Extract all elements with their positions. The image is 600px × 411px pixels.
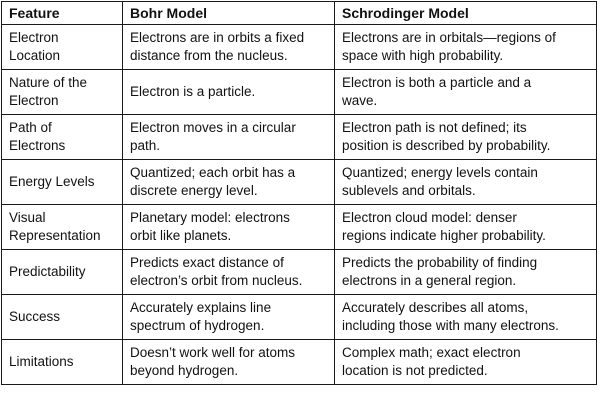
- bohr-cell: Electron is a particle.: [123, 70, 335, 115]
- table-row: [2, 70, 597, 115]
- bohr-cell: Electron moves in a circular path.: [123, 115, 335, 160]
- feature-cell: Limitations: [2, 340, 123, 385]
- schrodinger-cell: Complex math; exact electron location is not predicted.: [335, 340, 597, 385]
- feature-cell: Electron Location: [2, 25, 123, 70]
- table-row: [2, 115, 597, 160]
- feature-cell: Predictability: [2, 250, 123, 295]
- bohr-cell: Planetary model: electrons orbit like planets.: [123, 205, 335, 250]
- header-row: [2, 2, 597, 25]
- header-feature: Feature: [2, 2, 123, 25]
- bohr-cell: Electrons are in orbits a fixed distance from the nucleus.: [123, 25, 335, 70]
- table-row: [2, 25, 597, 70]
- feature-cell: Path of Electrons: [2, 115, 123, 160]
- table-body: [2, 25, 597, 385]
- schrodinger-cell: Electrons are in orbitals—regions of space with high probability.: [335, 25, 597, 70]
- table-row: [2, 250, 597, 295]
- bohr-cell: Accurately explains line spectrum of hydrogen.: [123, 295, 335, 340]
- bohr-cell: Quantized; each orbit has a discrete energy level.: [123, 160, 335, 205]
- schrodinger-cell: Electron path is not defined; its position is described by probability.: [335, 115, 597, 160]
- table-header: [2, 2, 597, 25]
- comparison-table-container: [1, 1, 596, 408]
- table-row: [2, 205, 597, 250]
- header-bohr-model: Bohr Model: [123, 2, 335, 25]
- feature-cell: Nature of the Electron: [2, 70, 123, 115]
- bohr-cell: Predicts exact distance of electron’s orbit from nucleus.: [123, 250, 335, 295]
- schrodinger-cell: Accurately describes all atoms, including those with many electrons.: [335, 295, 597, 340]
- feature-cell: Visual Representation: [2, 205, 123, 250]
- schrodinger-cell: Electron cloud model: denser regions indicate higher probability.: [335, 205, 597, 250]
- table-row: [2, 340, 597, 385]
- table-row: [2, 160, 597, 205]
- schrodinger-cell: Predicts the probability of finding electrons in a general region.: [335, 250, 597, 295]
- bohr-cell: Doesn’t work well for atoms beyond hydrogen.: [123, 340, 335, 385]
- table-row: [2, 295, 597, 340]
- feature-cell: Energy Levels: [2, 160, 123, 205]
- comparison-table: [1, 1, 597, 385]
- header-schrodinger-model: Schrodinger Model: [335, 2, 597, 25]
- feature-cell: Success: [2, 295, 123, 340]
- schrodinger-cell: Quantized; energy levels contain sublevels and orbitals.: [335, 160, 597, 205]
- schrodinger-cell: Electron is both a particle and a wave.: [335, 70, 597, 115]
